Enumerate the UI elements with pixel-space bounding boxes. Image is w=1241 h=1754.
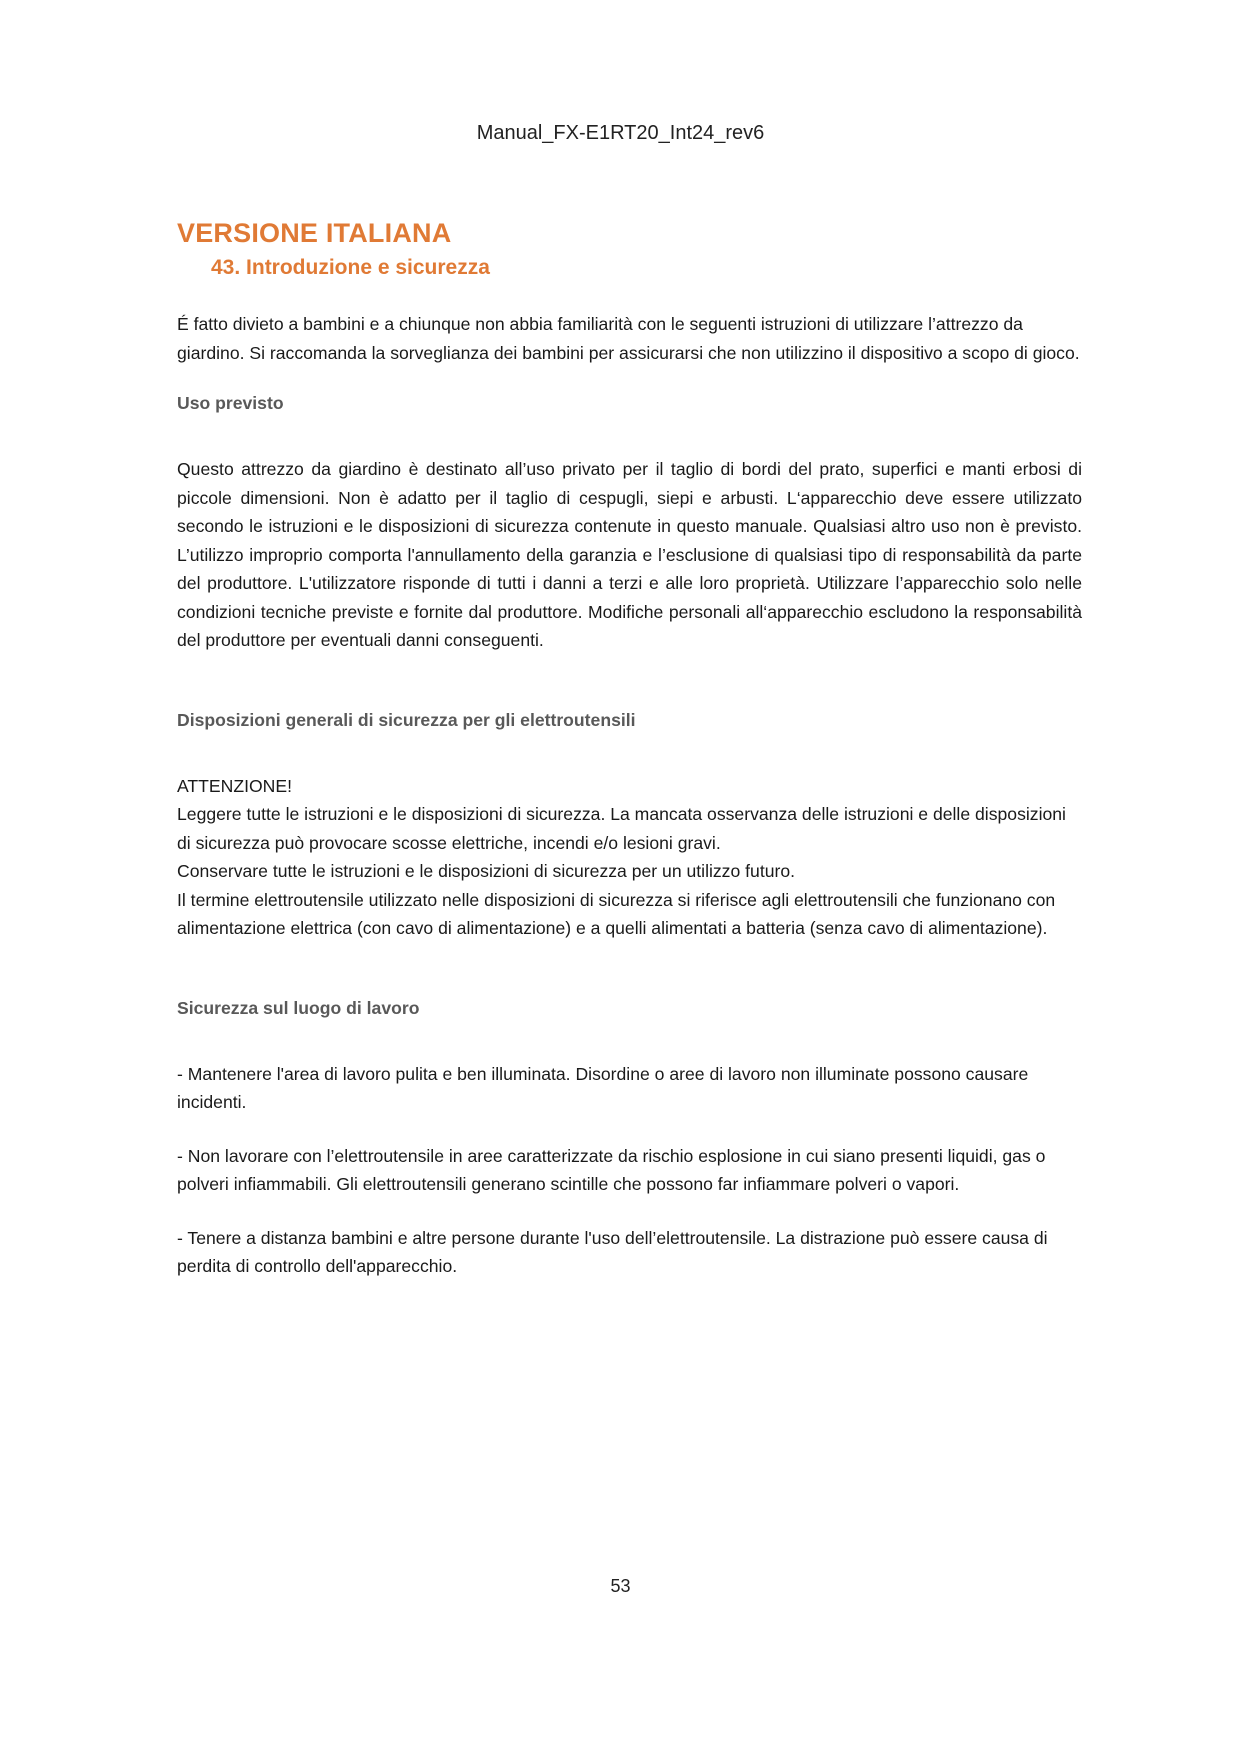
page-header: Manual_FX-E1RT20_Int24_rev6 (476, 122, 765, 144)
list-item: - Tenere a distanza bambini e altre persone durante l'uso dell’elettroutensile. La distrazione può essere causa di perdita di controllo dell'apparecchio. (177, 1227, 1048, 1276)
disposizioni-line-1: Leggere tutte le istruzioni e le disposizioni di sicurezza. La mancata osservanza delle istruzioni e delle disposizioni di sicurezza può provocare scosse elettriche, incendi e/o lesioni gravi. (177, 804, 1066, 853)
list-item: - Non lavorare con l’elettroutensile in aree caratterizzate da rischio esplosione in cui siano presenti liquidi, gas o polveri infiammabili. Gli elettroutensili generano scintille che possono far infiammare polveri o vapori. (177, 1145, 1046, 1194)
uso-previsto-heading: Uso previsto (177, 393, 284, 413)
list-item: - Mantenere l'area di lavoro pulita e ben illuminata. Disordine o aree di lavoro non illuminate possono causare incidenti. (177, 1063, 1029, 1112)
page-number: 53 (610, 1576, 631, 1596)
page-content (177, 216, 1082, 1281)
disposizioni-line-3: Il termine elettroutensile utilizzato nelle disposizioni di sicurezza si riferisce agli elettroutensili che funzionano con alimentazione elettrica (con cavo di alimentazione) e a quelli alimentati a batteria (senza cavo di alimentazione). (177, 889, 1056, 938)
disposizioni-heading: Disposizioni generali di sicurezza per gli elettroutensili (177, 709, 636, 730)
section-title: 43. Introduzione e sicurezza (211, 256, 490, 279)
disposizioni-line-2: Conservare tutte le istruzioni e le disposizioni di sicurezza per un utilizzo futuro. (177, 861, 796, 881)
sicurezza-luogo-heading: Sicurezza sul luogo di lavoro (177, 997, 420, 1018)
page-title: VERSIONE ITALIANA (177, 218, 452, 248)
intro-paragraph: É fatto divieto a bambini e a chiunque non abbia familiarità con le seguenti istruzioni di utilizzare l’attrezzo da giardino. Si raccomanda la sorveglianza dei bambini per assicurarsi che non utilizzino il dispositivo a scopo di gioco. (177, 314, 1080, 363)
uso-previsto-paragraph: Questo attrezzo da giardino è destinato all’uso privato per il taglio di bordi del prato, superfici e manti erbosi di piccole dimensioni. Non è adatto per il taglio di cespugli, siepi e arbusti. L‘apparecchio deve essere utilizzato secondo le istruzioni e le disposizioni di sicurezza contenute in questo manuale. Qualsiasi altro uso non è previsto. L’utilizzo improprio comporta l'annullamento della garanzia e l’esclusione di qualsiasi tipo di responsabilità da parte del produttore. L'utilizzatore risponde di tutti i danni a terzi e alle loro proprietà. Utilizzare l’apparecchio solo nelle condizioni tecniche previste e fornite dal produttore. Modifiche personali all‘apparecchio escludono la responsabilità del produttore per eventuali danni conseguenti. (177, 459, 1082, 650)
attention-label: ATTENZIONE! (177, 775, 293, 796)
